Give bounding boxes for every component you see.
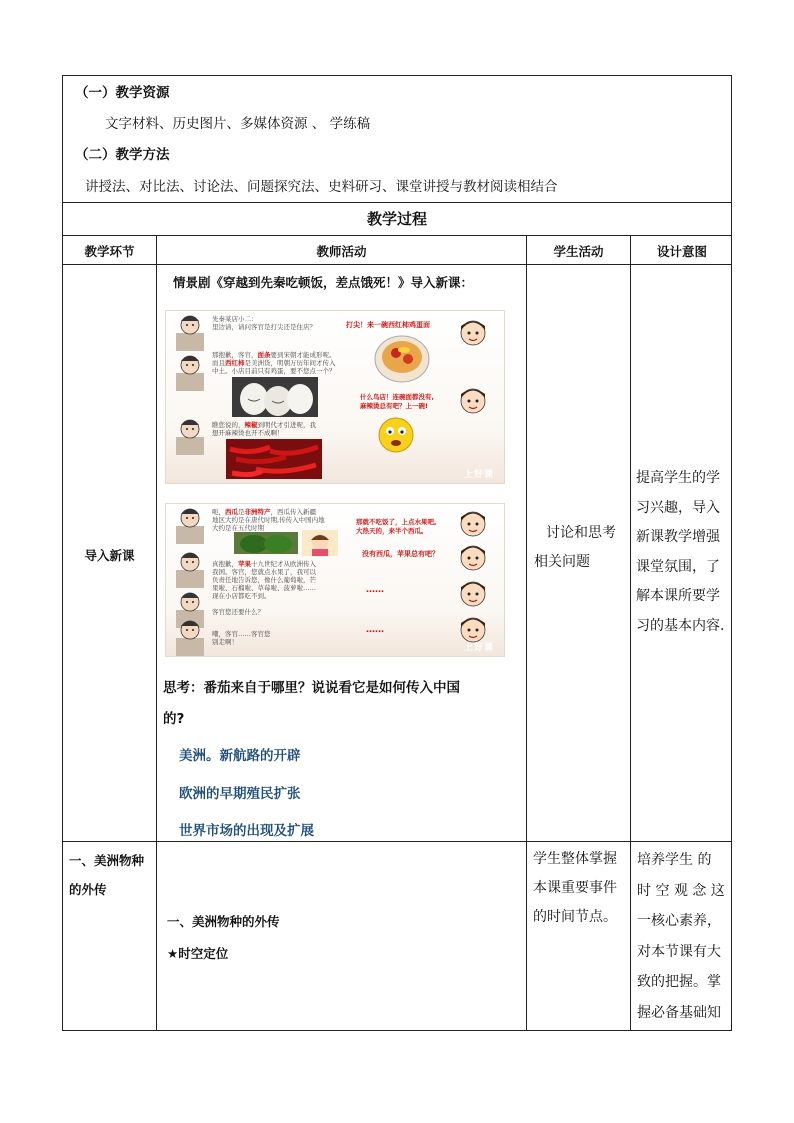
slide2-line10: 嘲，客官……客官您: [212, 630, 271, 638]
slide2-dots-2: ……: [366, 625, 384, 635]
slide2-line3: 大约是在五代时期: [212, 524, 264, 532]
intent-line: 致的把握。掌: [637, 974, 721, 990]
slide2-line4: 真抱歉，苹果十九世纪才从欧洲传入: [212, 560, 316, 568]
question-line1: 思考：番茄来自于哪里？说说看它是如何传入中国: [163, 680, 460, 696]
slide2-dots-1: ……: [366, 585, 384, 595]
slide1-line3: 那抱歉，客官，面条要到宋朝才能成形呢。: [212, 351, 336, 359]
slide2-bubble1a: 那就不吃饭了，上点水果吧。: [356, 518, 441, 526]
shopkeeper-icon: [170, 351, 210, 391]
student-line: 相关问题: [534, 554, 590, 570]
stage-line: 一、美洲物种: [69, 853, 145, 868]
intent-line: 提高学生的学: [636, 470, 720, 486]
lesson-plan-table: [62, 75, 732, 1031]
boy-face-icon: [458, 576, 488, 610]
slide1-line5: 中土。小店目前只有鸡蛋，要不您点一个？: [212, 367, 336, 375]
intent-line: 握必备基础知: [637, 1004, 721, 1021]
stage-line: 的外传: [69, 882, 107, 897]
slide1-line1: 先秦某店小二：: [212, 315, 258, 323]
boy-face-icon: [458, 540, 488, 574]
design-intent-intro: [636, 464, 732, 641]
boy-face-icon: [458, 315, 488, 349]
process-title: 教学过程: [366, 210, 427, 228]
slide2-bubble2: 没有西瓜，苹果总有吧？: [362, 550, 439, 558]
teacher-section-title: 一、美洲物种的外传: [167, 914, 280, 929]
divider: [63, 202, 731, 203]
column-divider: [526, 235, 527, 1030]
slide2-line1: 呃，西瓜是非洲特产，西瓜传入新疆: [212, 508, 316, 516]
intent-line: 一核心素养，: [637, 913, 721, 929]
column-divider: [156, 235, 157, 1030]
slide1-line7: 想开麻辣烫也开不成啊！: [212, 429, 284, 437]
stage-intro: 导入新课: [84, 548, 135, 563]
emoji-face-icon: [376, 415, 416, 457]
resources-content: 文字材料、历史图片、多媒体资源 、 学练稿: [105, 116, 371, 132]
intent-line: 习兴趣，导入: [636, 499, 720, 516]
answer-1: 美洲。新航路的开辟: [179, 748, 301, 764]
intent-line: 时 空 观 念 这: [637, 882, 725, 899]
shopkeeper-icon: [170, 616, 210, 656]
slide1-line4: 而且西红柿是美洲货，明朝万历年间才传入: [212, 359, 336, 367]
answer-3: 世界市场的出现及扩展: [179, 823, 314, 839]
slide1-line6: 瞧您说的，辣椒到明代才引进呢，我: [212, 421, 316, 429]
intent-line: 习的基本内容.: [636, 617, 725, 634]
resources-heading: （一）教学资源: [75, 85, 170, 101]
slide2-line11: 别走啊！: [212, 638, 238, 646]
column-divider: [630, 235, 631, 1030]
slide1-watermark: 上好课: [463, 470, 494, 480]
slide1-bubble2a: 什么鸟店！连碗面都没有,: [360, 393, 434, 401]
slide-image-2: [165, 503, 505, 657]
slide2-line5: 我国。客官，您就点水果了，我可以: [212, 568, 316, 576]
teacher-intro: 情景剧《穿越到先秦吃顿饭，差点饿死！》导入新课：: [173, 275, 474, 290]
slide2-watermark: 上好课: [463, 643, 494, 653]
shopkeeper-icon: [170, 548, 210, 588]
student-activity-intro: [534, 519, 626, 577]
student-line: 学生整体掌握: [533, 851, 617, 867]
slide1-bubble2b: 麻辣烫总有吧？上一碗!: [360, 402, 428, 410]
cartoon-girl-image: [302, 530, 338, 556]
intent-line: 对本节课有大: [637, 943, 721, 960]
eggs-image: [232, 377, 318, 417]
noodle-bowl-image: [374, 333, 430, 383]
answer-2: 欧洲的早期殖民扩张: [179, 786, 301, 802]
slide2-line6: 负责任地告诉您，像什么葡萄啦，芒: [212, 576, 316, 584]
slide2-line7: 果啦、石榴啦、草莓啦、菠萝啦……: [212, 584, 316, 592]
stage-species-export: [69, 846, 155, 904]
methods-content: 讲授法、对比法、讨论法、问题探究法、史料研习、课堂讲授与教材阅读相结合: [85, 179, 558, 195]
boy-face-icon: [458, 383, 488, 417]
shopkeeper-icon: [170, 415, 210, 455]
student-line: 的时间节点。: [533, 909, 617, 925]
methods-heading: （二）教学方法: [75, 147, 170, 163]
header-teacher: 教师活动: [316, 244, 367, 259]
question-line2: 的?: [163, 711, 185, 727]
student-line: 本课重要事件: [533, 880, 617, 896]
slide1-line2: 里边请，请问客官是打尖还是住店？: [212, 323, 316, 331]
slide2-line8: 现在小店都吃不到。: [212, 592, 271, 600]
intent-line: 解本课所要学: [636, 588, 720, 604]
slide-image-1: [165, 310, 505, 484]
header-intent: 设计意图: [656, 244, 707, 259]
teacher-section-sub: ★时空定位: [167, 946, 229, 961]
intent-line: 课堂氛围，了: [636, 558, 720, 575]
header-stage: 教学环节: [84, 244, 135, 259]
student-line: 讨论和思考: [546, 525, 616, 541]
slide1-bubble1: 打尖！来一碗西红柿鸡蛋面: [346, 321, 430, 329]
slide2-line2: 地区大约是在唐代时期,传传入中国内地: [212, 516, 325, 524]
header-student: 学生活动: [553, 244, 604, 259]
slide2-line9: 客官您还要什么？: [212, 608, 264, 616]
slide2-bubble1b: 大热天的，来半个西瓜。: [356, 527, 428, 535]
intent-line: 培养学生 的: [637, 852, 712, 868]
boy-face-icon: [458, 506, 488, 540]
shopkeeper-icon: [170, 504, 210, 544]
design-intent-species: [637, 845, 733, 1028]
chili-peppers-image: [226, 439, 322, 479]
student-activity-species: [533, 845, 629, 932]
watermelon-image: [234, 532, 298, 554]
shopkeeper-icon: [170, 311, 210, 351]
intent-line: 新课教学增强: [636, 529, 720, 545]
